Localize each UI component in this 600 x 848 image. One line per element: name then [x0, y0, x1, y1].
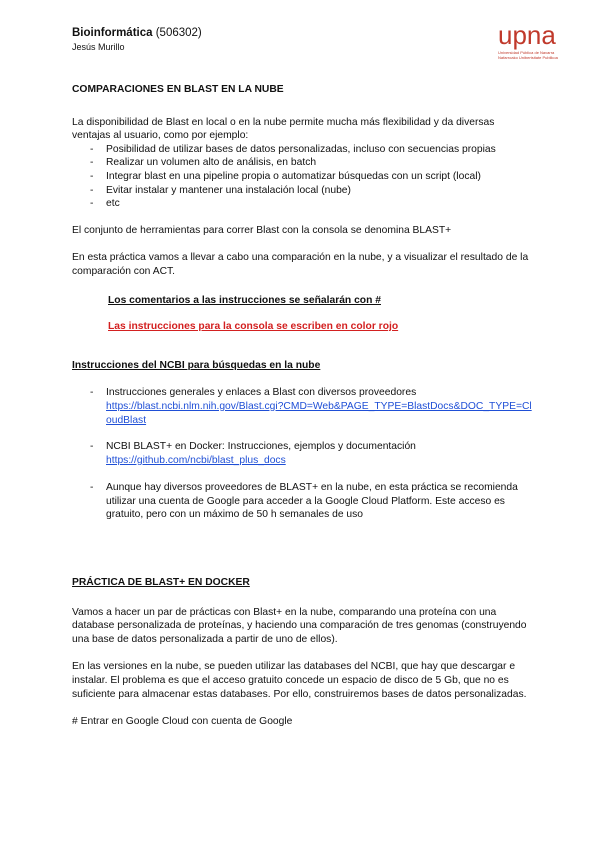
list-item — [72, 386, 532, 427]
course-name: Bioinformática — [72, 27, 153, 39]
ncbi-list — [72, 386, 532, 522]
logo-subtitle-1: Universidad Pública de Navarra — [498, 50, 555, 55]
logo-subtitle-2: Nafarroako Unibertsitate Publikoa — [498, 55, 558, 60]
section-title-comparaciones: COMPARACIONES EN BLAST EN LA NUBE — [72, 84, 284, 95]
blastplus-paragraph: El conjunto de herramientas para correr Blast con la consola se denomina BLAST+ — [72, 224, 452, 236]
header-author: Jesús Murillo — [72, 42, 125, 52]
docker-paragraph-2: En las versiones en la nube, se pueden utilizar las databases del NCBI, que hay que descargar e instalar. El problema es que el acceso gratuito concede un espacio de disco de 5 Gb, que no es suficiente para almacenar estas databases. Por ello, construiremos bases de datos personalizadas. — [72, 661, 527, 700]
list-item: - etc — [72, 197, 532, 211]
header-course — [72, 27, 202, 39]
practice-paragraph: En esta práctica vamos a llevar a cabo una comparación en la nube, y a visualizar el resultado de la comparación con ACT. — [72, 252, 529, 277]
list-item — [72, 440, 532, 467]
intro-paragraph: La disponibilidad de Blast en local o en la nube permite mucha más flexibilidad y da diversas ventajas al usuario, como por ejemplo: — [72, 116, 495, 142]
list-item: - Aunque hay diversos proveedores de BLAST+ en la nube, en esta práctica se recomienda utilizar una cuenta de Google para acceder a la Google Cloud Platform. Este acceso es gratuito, pero con un máximo de 50 h semanales de uso — [72, 481, 532, 522]
course-code: (506302) — [155, 27, 202, 39]
google-cloud-note: # Entrar en Google Cloud con cuenta de Google — [72, 716, 293, 728]
section-title-docker: PRÁCTICA DE BLAST+ EN DOCKER — [72, 577, 250, 589]
advantages-list — [72, 143, 532, 211]
blast-cloud-link[interactable]: https://blast.ncbi.nlm.nih.gov/Blast.cgi?CMD=Web&PAGE_TYPE=BlastDocs&DOC_TYPE=CloudBlast — [106, 400, 532, 426]
document-body — [72, 83, 532, 729]
section-title-ncbi: Instrucciones del NCBI para búsquedas en la nube — [72, 359, 321, 371]
item-text: Instrucciones generales y enlaces a Blast con diversos proveedores — [106, 387, 417, 399]
list-item: - Evitar instalar y mantener una instalación local (nube) — [72, 184, 532, 198]
blast-docker-link[interactable]: https://github.com/ncbi/blast_plus_docs — [106, 454, 286, 466]
list-item: - Posibilidad de utilizar bases de datos personalizadas, incluso con secuencias propias — [72, 143, 532, 157]
list-item: - Realizar un volumen alto de análisis, en batch — [72, 156, 532, 170]
upna-logo — [498, 20, 562, 60]
item-text: NCBI BLAST+ en Docker: Instrucciones, ejemplos y documentación — [106, 441, 416, 453]
logo-word: upna — [498, 20, 556, 50]
docker-paragraph-1: Vamos a hacer un par de prácticas con Blast+ en la nube, comparando una proteína con una database personalizada de proteínas, y haciendo una comparación de tres genomas (construyendo una base de datos personalizada a partir de uno de ellos). — [72, 606, 527, 645]
comments-note: Los comentarios a las instrucciones se señalarán con # — [108, 294, 381, 306]
red-instructions-note: Las instrucciones para la consola se escriben en color rojo — [108, 321, 399, 333]
list-item: - Integrar blast en una pipeline propia o automatizar búsquedas con un script (local) — [72, 170, 532, 184]
